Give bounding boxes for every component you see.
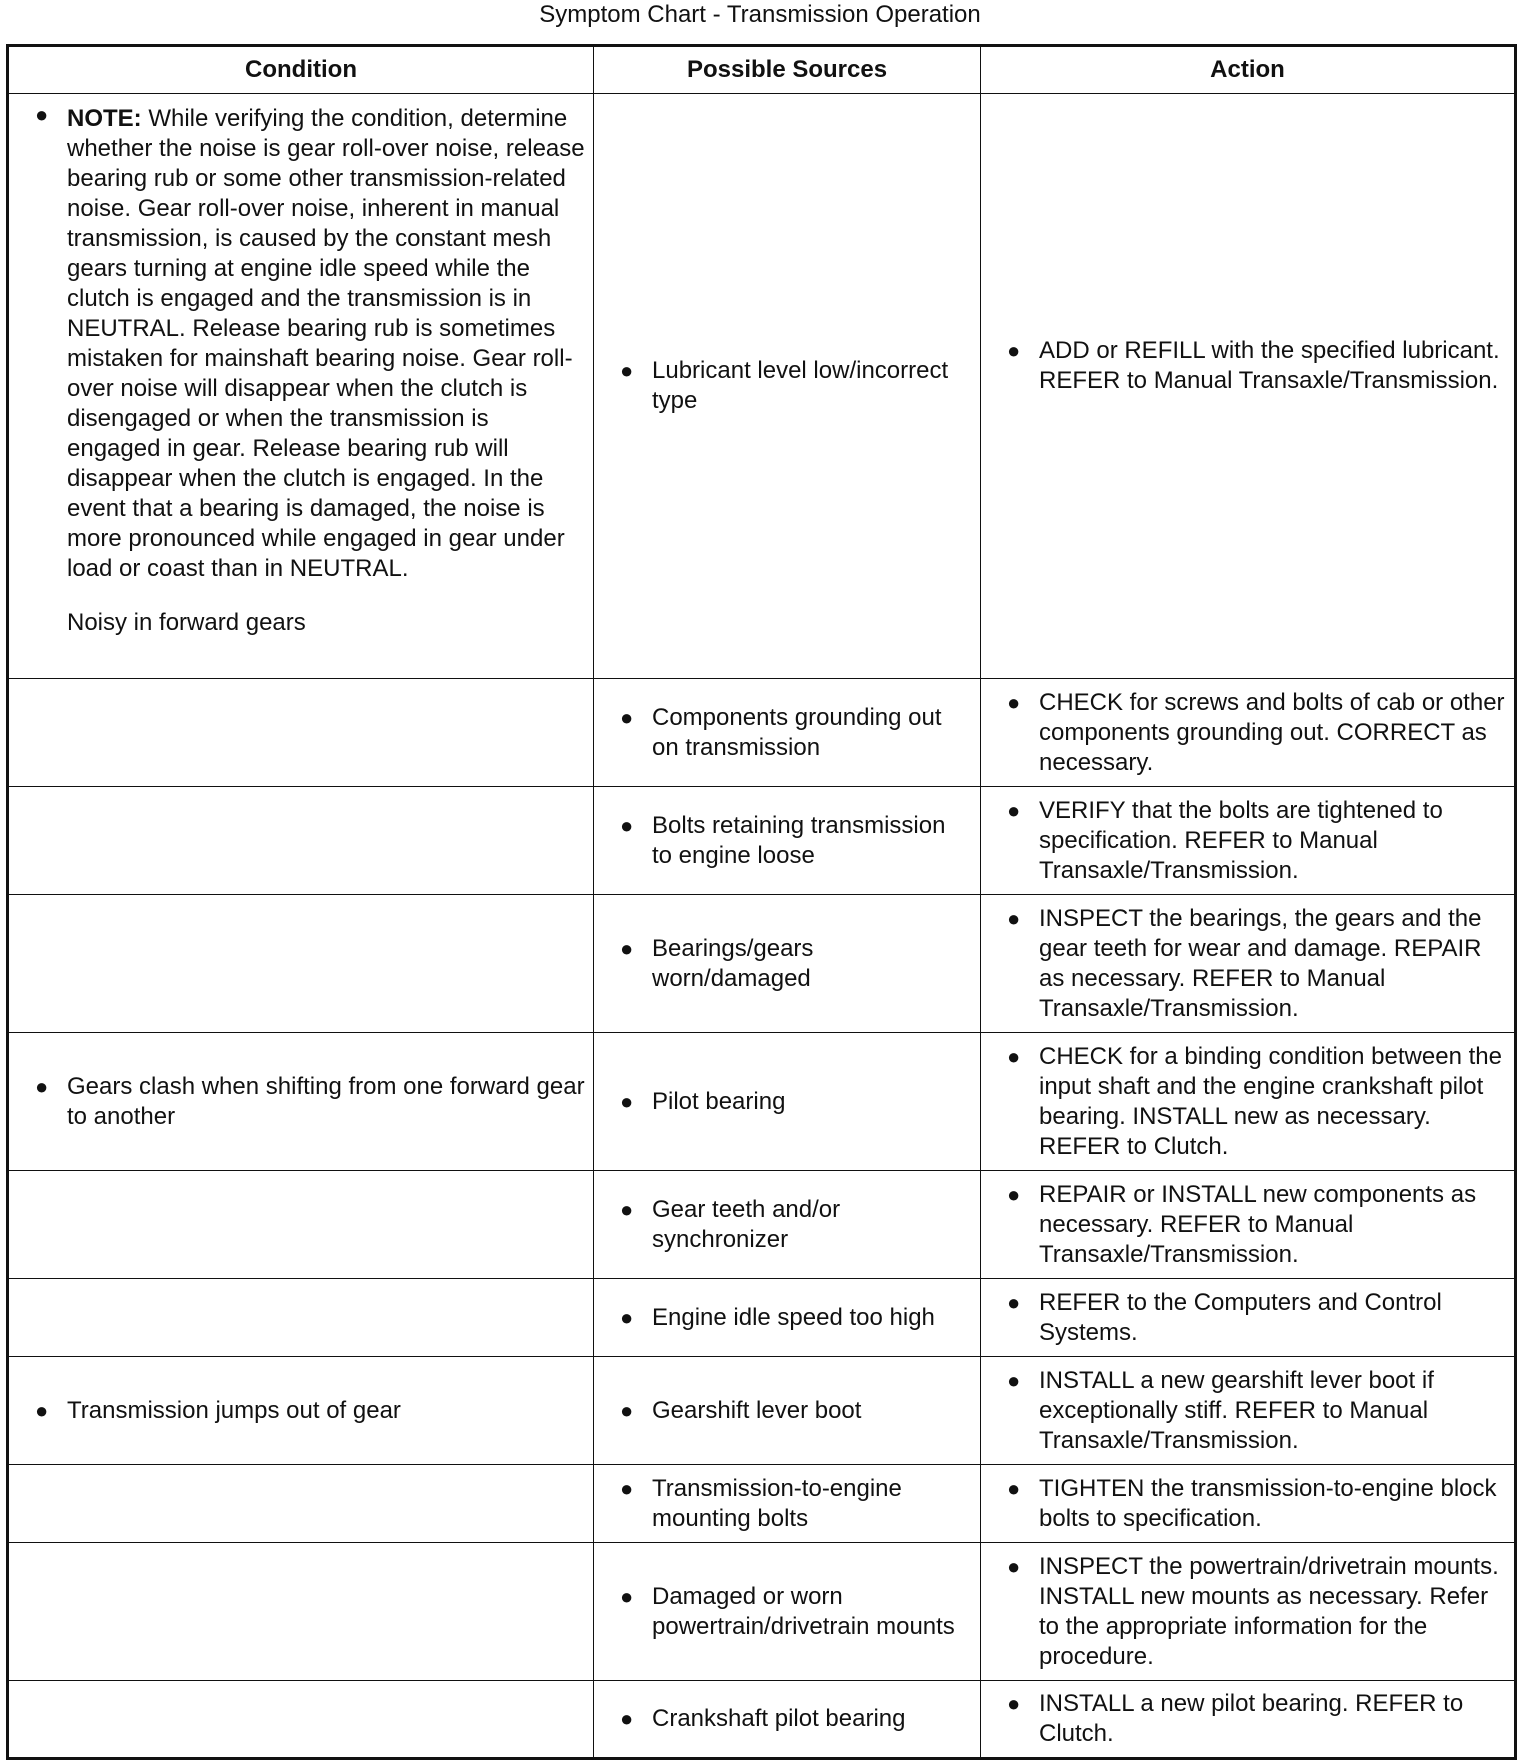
note-label: NOTE: — [67, 105, 142, 132]
symptom-table — [6, 44, 1517, 1760]
chart-title: Symptom Chart - Transmission Operation — [539, 1, 981, 28]
action-text: INSTALL a new gearshift lever boot if exceptionally stiff. REFER to Manual Transaxle/Transmission. — [1039, 1366, 1434, 1454]
action-text: INSTALL a new pilot bearing. REFER to Clutch. — [1039, 1690, 1464, 1747]
bullet-icon: ● — [620, 812, 634, 838]
bullet-icon: ● — [1007, 797, 1021, 823]
action-text: INSPECT the bearings, the gears and the gear teeth for wear and damage. REPAIR as necessary. REFER to Manual Transaxle/Transmission. — [1039, 904, 1482, 1022]
action-text: TIGHTEN the transmission-to-engine block bolts to specification. — [1039, 1474, 1497, 1532]
condition-cell — [8, 1543, 594, 1681]
bullet-icon: ● — [1007, 689, 1021, 715]
condition-cell — [8, 895, 594, 1033]
condition-text: Gears clash when shifting from one forward gear to another — [67, 1072, 585, 1130]
action-text: VERIFY that the bolts are tightened to specification. REFER to Manual Transaxle/Transmission. — [1039, 796, 1443, 884]
bullet-icon: ● — [1007, 338, 1021, 363]
table-row — [8, 787, 1516, 895]
action-text: CHECK for screws and bolts of cab or other components grounding out. CORRECT as necessary. — [1039, 688, 1505, 776]
action-header: Action — [981, 46, 1516, 94]
bullet-icon: ● — [1007, 1367, 1021, 1393]
condition-cell — [8, 1681, 594, 1759]
action-cell — [981, 679, 1516, 787]
note-text: While verifying the condition, determine whether the noise is gear roll-over noise, release bearing rub or some other transmission-related noise. Gear roll-over noise, inherent in manual transmission, is caused by the constant mesh gears turning at engine idle speed while the clutch is engaged and the transmission is in NEUTRAL. Release bearing rub is sometimes mistaken for mainshaft bearing noise. Gear roll-over noise will disappear when the clutch is disengaged or when the transmission is engaged in gear. Release bearing rub will disappear when the clutch is engaged. In the event that a bearing is damaged, the noise is more pronounced while engaged in gear under load or coast than in NEUTRAL. — [67, 105, 585, 582]
bullet-icon: ● — [1007, 905, 1021, 931]
source-text: Gearshift lever boot — [652, 1396, 862, 1424]
condition-cell — [8, 679, 594, 787]
bullet-icon: ● — [620, 1583, 634, 1609]
action-text: ADD or REFILL with the specified lubricant. REFER to Manual Transaxle/Transmission. — [1039, 337, 1500, 394]
source-text: Engine idle speed too high — [652, 1303, 935, 1331]
bullet-icon: ● — [35, 102, 49, 127]
source-cell — [594, 1171, 981, 1279]
action-cell — [981, 1465, 1516, 1543]
action-cell — [981, 94, 1516, 679]
source-cell — [594, 1681, 981, 1759]
action-cell — [981, 895, 1516, 1033]
table-row — [8, 1681, 1516, 1759]
action-cell — [981, 1279, 1516, 1357]
source-text: Pilot bearing — [652, 1087, 786, 1115]
action-text: CHECK for a binding condition between the input shaft and the engine crankshaft pilot bearing. INSTALL new as necessary. REFER to Clutch. — [1039, 1042, 1502, 1160]
bullet-icon: ● — [620, 704, 634, 730]
bullet-icon: ● — [1007, 1691, 1021, 1716]
sources-header: Possible Sources — [594, 46, 981, 94]
source-text: Damaged or worn powertrain/drivetrain mounts — [652, 1582, 955, 1640]
bullet-icon: ● — [620, 1475, 634, 1501]
action-text: INSPECT the powertrain/drivetrain mounts. INSTALL new mounts as necessary. Refer to the appropriate information for the procedure. — [1039, 1552, 1499, 1670]
bullet-icon: ● — [35, 1073, 49, 1099]
source-text: Components grounding out on transmission — [652, 703, 942, 761]
source-cell — [594, 94, 981, 679]
source-cell — [594, 679, 981, 787]
action-text: REFER to the Computers and Control Systems. — [1039, 1288, 1442, 1346]
action-cell — [981, 787, 1516, 895]
source-text: Transmission-to-engine mounting bolts — [652, 1474, 902, 1532]
condition-cell — [8, 1033, 594, 1171]
bullet-icon: ● — [1007, 1553, 1021, 1579]
bullet-icon: ● — [620, 1397, 634, 1423]
bullet-icon: ● — [620, 1196, 634, 1222]
source-cell — [594, 1279, 981, 1357]
condition-text: Noisy in forward gears — [67, 609, 306, 636]
table-row — [8, 1279, 1516, 1357]
condition-cell — [8, 94, 594, 679]
source-cell — [594, 895, 981, 1033]
condition-cell — [8, 1357, 594, 1465]
source-text: Gear teeth and/or synchronizer — [652, 1195, 841, 1253]
source-text: Crankshaft pilot bearing — [652, 1705, 906, 1732]
action-cell — [981, 1681, 1516, 1759]
bullet-icon: ● — [620, 358, 634, 383]
bullet-icon: ● — [620, 1706, 634, 1731]
table-row — [8, 679, 1516, 787]
condition-cell — [8, 787, 594, 895]
bullet-icon: ● — [1007, 1475, 1021, 1501]
bullet-icon: ● — [35, 1397, 49, 1423]
table-row — [8, 1357, 1516, 1465]
action-cell — [981, 1543, 1516, 1681]
action-text: REPAIR or INSTALL new components as necessary. REFER to Manual Transaxle/Transmission. — [1039, 1180, 1477, 1268]
source-cell — [594, 1033, 981, 1171]
condition-cell — [8, 1465, 594, 1543]
bullet-icon: ● — [620, 935, 634, 961]
bullet-icon: ● — [1007, 1181, 1021, 1207]
header-row — [8, 46, 1516, 94]
source-cell — [594, 1357, 981, 1465]
condition-text: Transmission jumps out of gear — [67, 1396, 401, 1424]
bullet-icon: ● — [1007, 1289, 1021, 1315]
action-cell — [981, 1033, 1516, 1171]
source-cell — [594, 1543, 981, 1681]
source-cell — [594, 787, 981, 895]
bullet-icon: ● — [620, 1088, 634, 1114]
table-row — [8, 1465, 1516, 1543]
table-row — [8, 1171, 1516, 1279]
table-row — [8, 94, 1516, 679]
condition-cell — [8, 1171, 594, 1279]
bullet-icon: ● — [1007, 1043, 1021, 1069]
condition-header: Condition — [8, 46, 594, 94]
action-cell — [981, 1357, 1516, 1465]
source-text: Bolts retaining transmission to engine loose — [652, 811, 946, 869]
bullet-icon: ● — [620, 1304, 634, 1330]
table-row — [8, 1033, 1516, 1171]
table-row — [8, 895, 1516, 1033]
source-text: Lubricant level low/incorrect type — [652, 357, 949, 414]
action-cell — [981, 1171, 1516, 1279]
table-row — [8, 1543, 1516, 1681]
source-text: Bearings/gears worn/damaged — [652, 934, 814, 992]
condition-cell — [8, 1279, 594, 1357]
source-cell — [594, 1465, 981, 1543]
